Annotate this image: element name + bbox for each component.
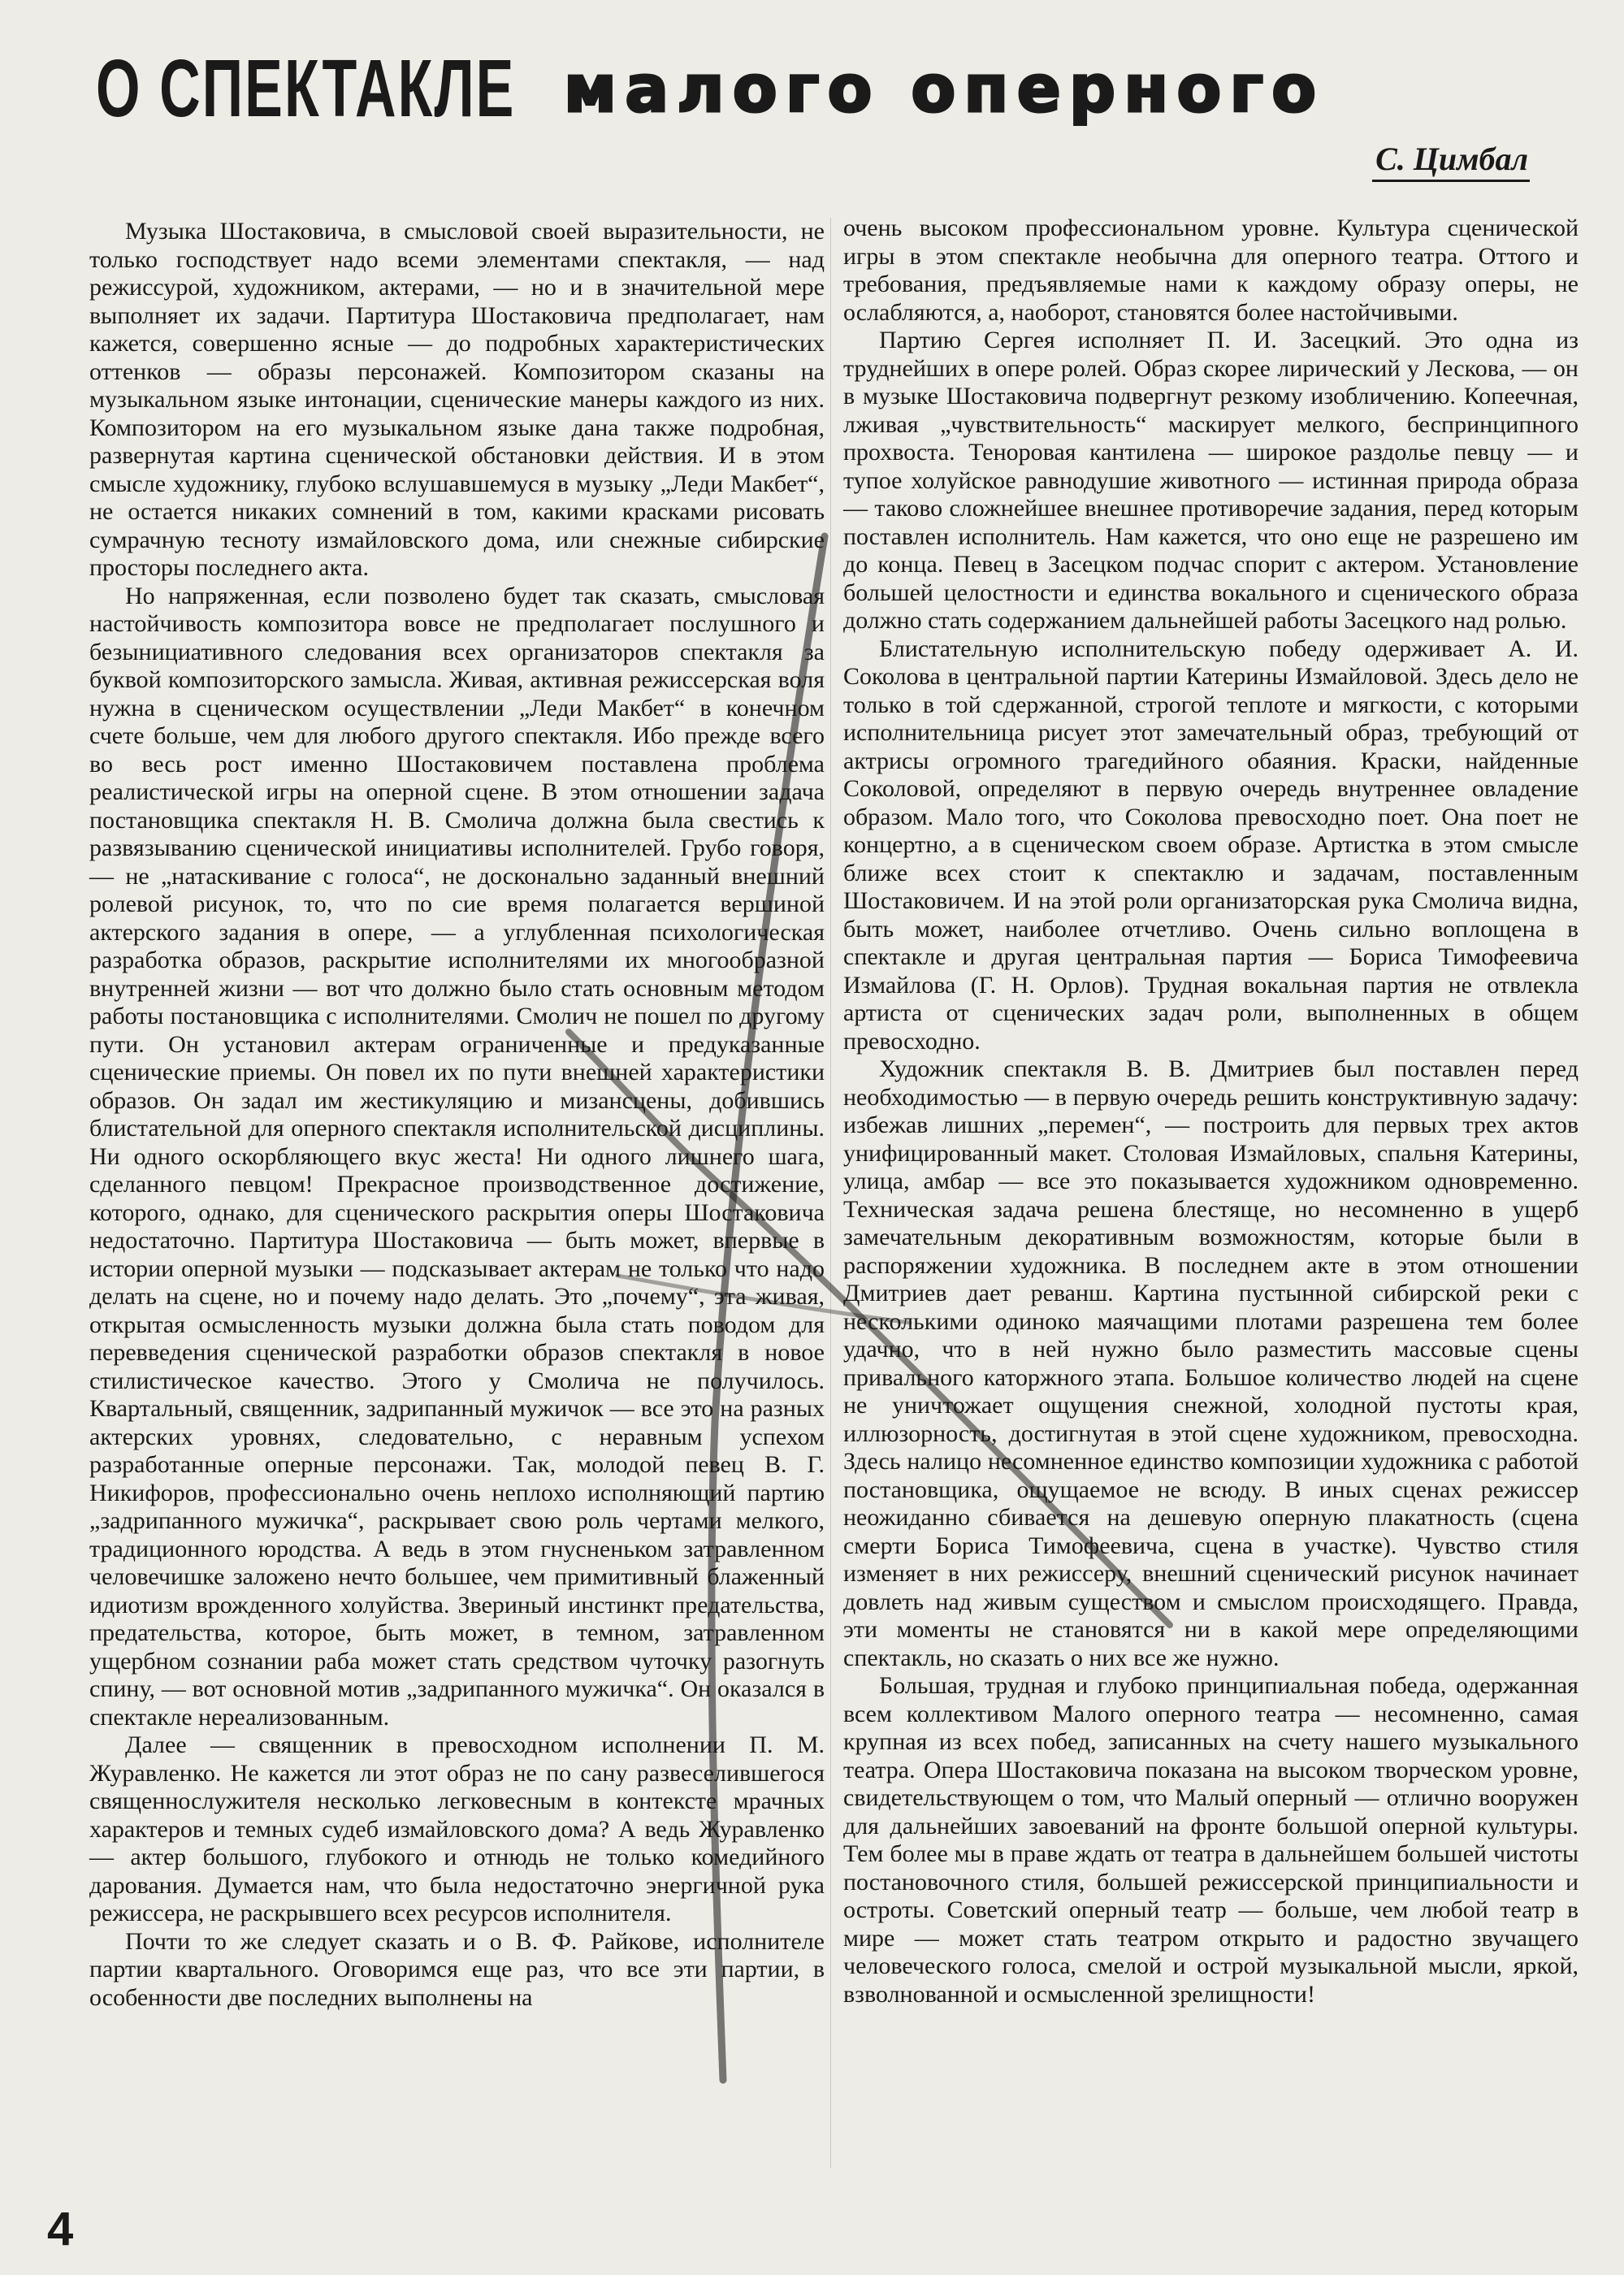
- page-number: 4: [47, 2203, 74, 2256]
- paragraph: Почти то же следует сказать и о В. Ф. Райкове, исполнителе партии квартального. Оговоримся еще раз, что все эти партии, в особенности две последних выполнены на: [89, 1927, 825, 2011]
- right-column: [843, 214, 1579, 2008]
- paragraph: Блистательную исполнительскую победу одерживает А. И. Соколова в центральной партии Катерины Измайловой. Здесь дело не только в той сдержанной, строгой теплоте и мягкости, с которыми исполнительница рисует этот замечательный образ, требующий от актрисы огромного трагедийного обаяния. Краски, найденные Соколовой, определяют в первую очередь внутреннее овладение образом. Мало того, что Соколова превосходно поет. Она поет не концертно, а в сценическом своем образе. Артистка в этом смысле ближе всех стоит к спектаклю и задачам, поставленным Шостаковичем. И на этой роли организаторская рука Смолича видна, быть может, наиболее отчетливо. Очень сильно воплощена в спектакле и другая центральная партия — Бориса Тимофеевича Измайлова (Г. Н. Орлов). Трудная вокальная партия не отвлекла артиста от сценических задач роли, выполненных в общем превосходно.: [843, 635, 1579, 1055]
- left-column: [89, 218, 825, 2012]
- paragraph: Партию Сергея исполняет П. И. Засецкий. Это одна из труднейших в опере ролей. Образ скорее лирический у Лескова, — он в музыке Шостаковича подвергнут резкому изобличению. Копеечная, лживая „чувствительность“ маскирует мелкого, беспринципного прохвоста. Теноровая кантилена — широкое раздолье певцу — и тупое холуйское равнодушие животного — истинная природа образа — таково сложнейшее внешнее противоречие задания, перед которым поставлен исполнитель. Нам кажется, что оно еще не разрешено им до конца. Певец в Засецком подчас спорит с актером. Установление большей целостности и единства вокального и сценического образа должно стать содержанием дальнейшей работы Засецкого над ролью.: [843, 327, 1579, 634]
- column-divider: [830, 218, 831, 2168]
- title-part-1: О СПЕКТАКЛЕ: [96, 43, 516, 134]
- paragraph: Художник спектакля В. В. Дмитриев был поставлен перед необходимостью — в первую очередь решить конструктивную задачу: избежав лишних „перемен“, — построить для первых трех актов унифицированный макет. Столовая Измайловых, спальня Катерины, улица, амбар — все это показывается художником одновременно. Техническая задача решена блестяще, но несомненно в ущерб замечательным декоративным возможностям, которые были в распоряжении художника. В последнем акте в этом отношении Дмитриев дает реванш. Картина пустынной сибирской реки с несколькими одиноко маячащими плотами разрешена тем более удачно, что в ней нужно было разместить массовые сцены привального каторжного этапа. Большое количество людей на сцене не уничтожает ощущения снежной, холодной пустоты края, иллюзорность, достигнутая в этой сцене художником, превосходна. Здесь налицо несомненное единство композиции художника с работой постановщика, ощущаемое не всюду. В иных сценах режиссер неожиданно сбивается на дешевую оперную плакатность (сцена смерти Бориса Тимофеевича, сцена в участке). Чувство стиля изменяет в них режиссеру, внешний сценический рисунок начинает довлеть над живым существом и смыслом происходящего. Правда, эти моменты не становятся ни в какой мере определяющими спектакль, но сказать о них все же нужно.: [843, 1055, 1579, 1671]
- paragraph: Большая, трудная и глубоко принципиальная победа, одержанная всем коллективом Малого оперного театра — несомненно, самая крупная из всех побед, записанных на счету нашего музыкального театра. Опера Шостаковича показана на высоком творческом уровне, свидетельствующем о том, что Малый оперный — отлично вооружен для дальнейших завоеваний на фронте большой оперной культуры. Тем более мы в праве ждать от театра в дальнейшем большей чистоты постановочного стиля, большей режиссерской принципиальности и остроты. Советский оперный театр — больше, чем любой театр в мире — может стать театром открыто и радостно звучащего человеческого голоса, смелой и острой музыкальной мысли, яркой, взволнованной и осмысленной зрелищности!: [843, 1672, 1579, 2008]
- author-byline: С. Цимбал: [1372, 140, 1530, 182]
- article-title: [96, 42, 1542, 156]
- paragraph: очень высоком профессиональном уровне. Культура сценической игры в этом спектакле необычна для оперного театра. Оттого и требования, предъявляемые нами к каждому образу оперы, не ослабляются, а, наоборот, становятся более настойчивыми.: [843, 214, 1579, 326]
- paragraph: Музыка Шостаковича, в смысловой своей выразительности, не только господствует надо всеми элементами спектакля, — над режиссурой, художником, актерами, — но и в значительной мере выполняет их задачи. Партитура Шостаковича предполагает, нам кажется, совершенно ясные — до подробных характеристических оттенков — образы персонажей. Композитором сказаны на музыкальном языке интонации, сценические манеры каждого из них. Композитором на его музыкальном языке дана также подробная, развернутая картина сценической обстановки действия. И в этом смысле художнику, глубоко вслушавшемуся в музыку „Леди Макбет“, не остается никаких сомнений в том, какими красками рисовать сумрачную тесноту измайловского дома, или снежные сибирские просторы последнего акта.: [89, 218, 825, 581]
- paragraph: Но напряженная, если позволено будет так сказать, смысловая настойчивость композитора вовсе не предполагает послушного и безынициативного следования всех организаторов спектакля за буквой композиторского замысла. Живая, активная режиссерская воля нужна в сценическом осуществлении „Леди Макбет“ в конечном счете больше, чем для любого другого спектакля. Ибо прежде всего во весь рост именно Шостаковичем поставлена проблема реалистической игры на оперной сцене. В этом отношении задача постановщика спектакля Н. В. Смолича должна была свестись к развязыванию сценической инициативы исполнителей. Грубо говоря, — не „натаскивание с голоса“, не досконально заданный внешний ролевой рисунок, то, что по сие время полагается вершиной актерского задания в опере, — а углубленная психологическая разработка образов, раскрытие исполнителями их многообразной внутренней жизни — вот что должно было стать основным методом работы постановщика с исполнителями. Смолич не пошел по другому пути. Он установил актерам ограниченные и предуказанные сценические приемы. Он повел их по пути внешней характеристики образов. Он задал им жестикуляцию и мизансцены, добившись блистательной для оперного спектакля исполнительской дисциплины. Ни одного оскорбляющего вкус жеста! Ни одного лишнего шага, сделанного певцом! Прекрасное производственное достижение, которого, однако, для сценического раскрытия оперы Шостаковича недостаточно. Партитура Шостаковича — быть может, впервые в истории оперной музыки — подсказывает актерам не только что надо делать на сцене, но и почему надо делать. Это „почему“, эта живая, открытая осмысленность музыки должна была стать поводом для перевведения сценической разработки образов спектакля в новое стилистическое качество. Этого у Смолича не получилось. Квартальный, священник, задрипанный мужичок — все это на разных актерских уровнях, следовательно, с неравным успехом разработанные оперные персонажи. Так, молодой певец В. Г. Никифоров, профессионально очень неплохо исполняющий партию „задрипанного мужичка“, раскрывает свою роль чертами мелкого, традиционного юродства. А ведь в этом гнусненьком затравленном человечишке заложено нечто большее, чем примитивный блаженный идиотизм врожденного холуйства. Звериный инстинкт предательства, предательства, которое, быть может, в темном, затравленном ущербном сознании раба может стать средством чуточку разогнуть спину, — вот основной мотив „задрипанного мужичка“. Он оказался в спектакле нереализованным.: [89, 582, 825, 1731]
- title-part-2: малого оперного: [563, 51, 1325, 127]
- paragraph: Далее — священник в превосходном исполнении П. М. Журавленко. Не кажется ли этот образ не по сану развеселившегося священнослужителя несколько легковесным в контексте мрачных характеров и темных судеб измайловского дома? А ведь Журавленко — актер большого, глубокого и отнюдь не только комедийного дарования. Думается нам, что была недостаточно энергичной рука режиссера, не раскрывшего всех ресурсов исполнителя.: [89, 1731, 825, 1926]
